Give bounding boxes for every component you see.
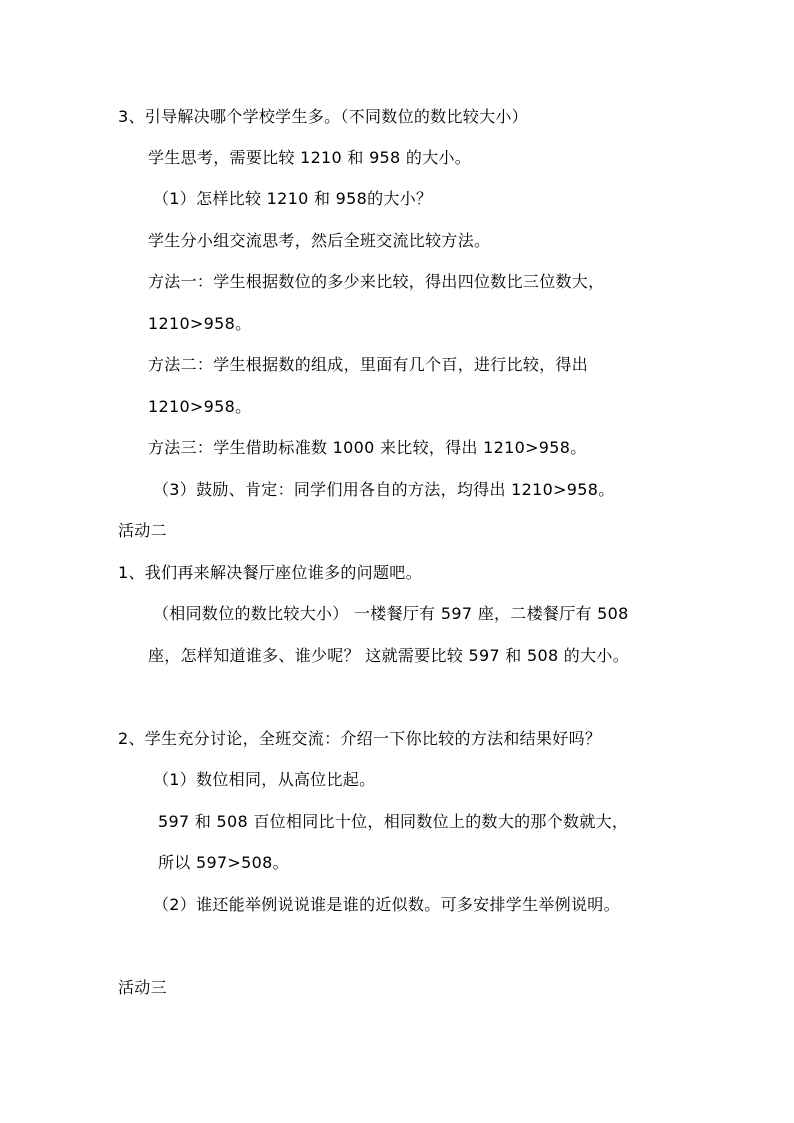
paragraph-line: 所以 597>508。 (158, 853, 289, 872)
method-one-result: 1210>958。 (148, 314, 252, 333)
method-two-line: 方法二：学生根据数的组成，里面有几个百，进行比较，得出 (148, 355, 589, 374)
section-heading-1: 1、我们再来解决餐厅座位谁多的问题吧。 (118, 563, 422, 582)
paragraph-line: （1）数位相同，从高位比起。 (153, 770, 376, 789)
method-two-result: 1210>958。 (148, 397, 252, 416)
activity-three-heading: 活动三 (118, 978, 167, 997)
paragraph-line: （相同数位的数比较大小） 一楼餐厅有 597 座，二楼餐厅有 508 (153, 604, 629, 623)
section-heading-3: 3、引导解决哪个学校学生多。（不同数位的数比较大小） (118, 107, 528, 126)
section-heading-2: 2、学生充分讨论，全班交流：介绍一下你比较的方法和结果好吗？ (118, 729, 602, 748)
paragraph-line: （1）怎样比较 1210 和 958的大小？ (153, 189, 433, 208)
paragraph-line: （2）谁还能举例说说谁是谁的近似数。可多安排学生举例说明。 (153, 895, 620, 914)
paragraph-line: 597 和 508 百位相同比十位，相同数位上的数大的那个数就大， (158, 812, 629, 831)
paragraph-line: 学生思考，需要比较 1210 和 958 的大小。 (148, 148, 472, 167)
activity-two-heading: 活动二 (118, 521, 167, 540)
paragraph-line: 学生分小组交流思考，然后全班交流比较方法。 (148, 231, 491, 250)
method-one-line: 方法一：学生根据数位的多少来比较，得出四位数比三位数大， (148, 272, 605, 291)
paragraph-line: 座，怎样知道谁多、谁少呢？ 这就需要比较 597 和 508 的大小。 (148, 646, 630, 665)
paragraph-line: （3）鼓励、肯定：同学们用各自的方法，均得出 1210>958。 (153, 480, 615, 499)
method-three-line: 方法三：学生借助标准数 1000 来比较，得出 1210>958。 (148, 438, 587, 457)
